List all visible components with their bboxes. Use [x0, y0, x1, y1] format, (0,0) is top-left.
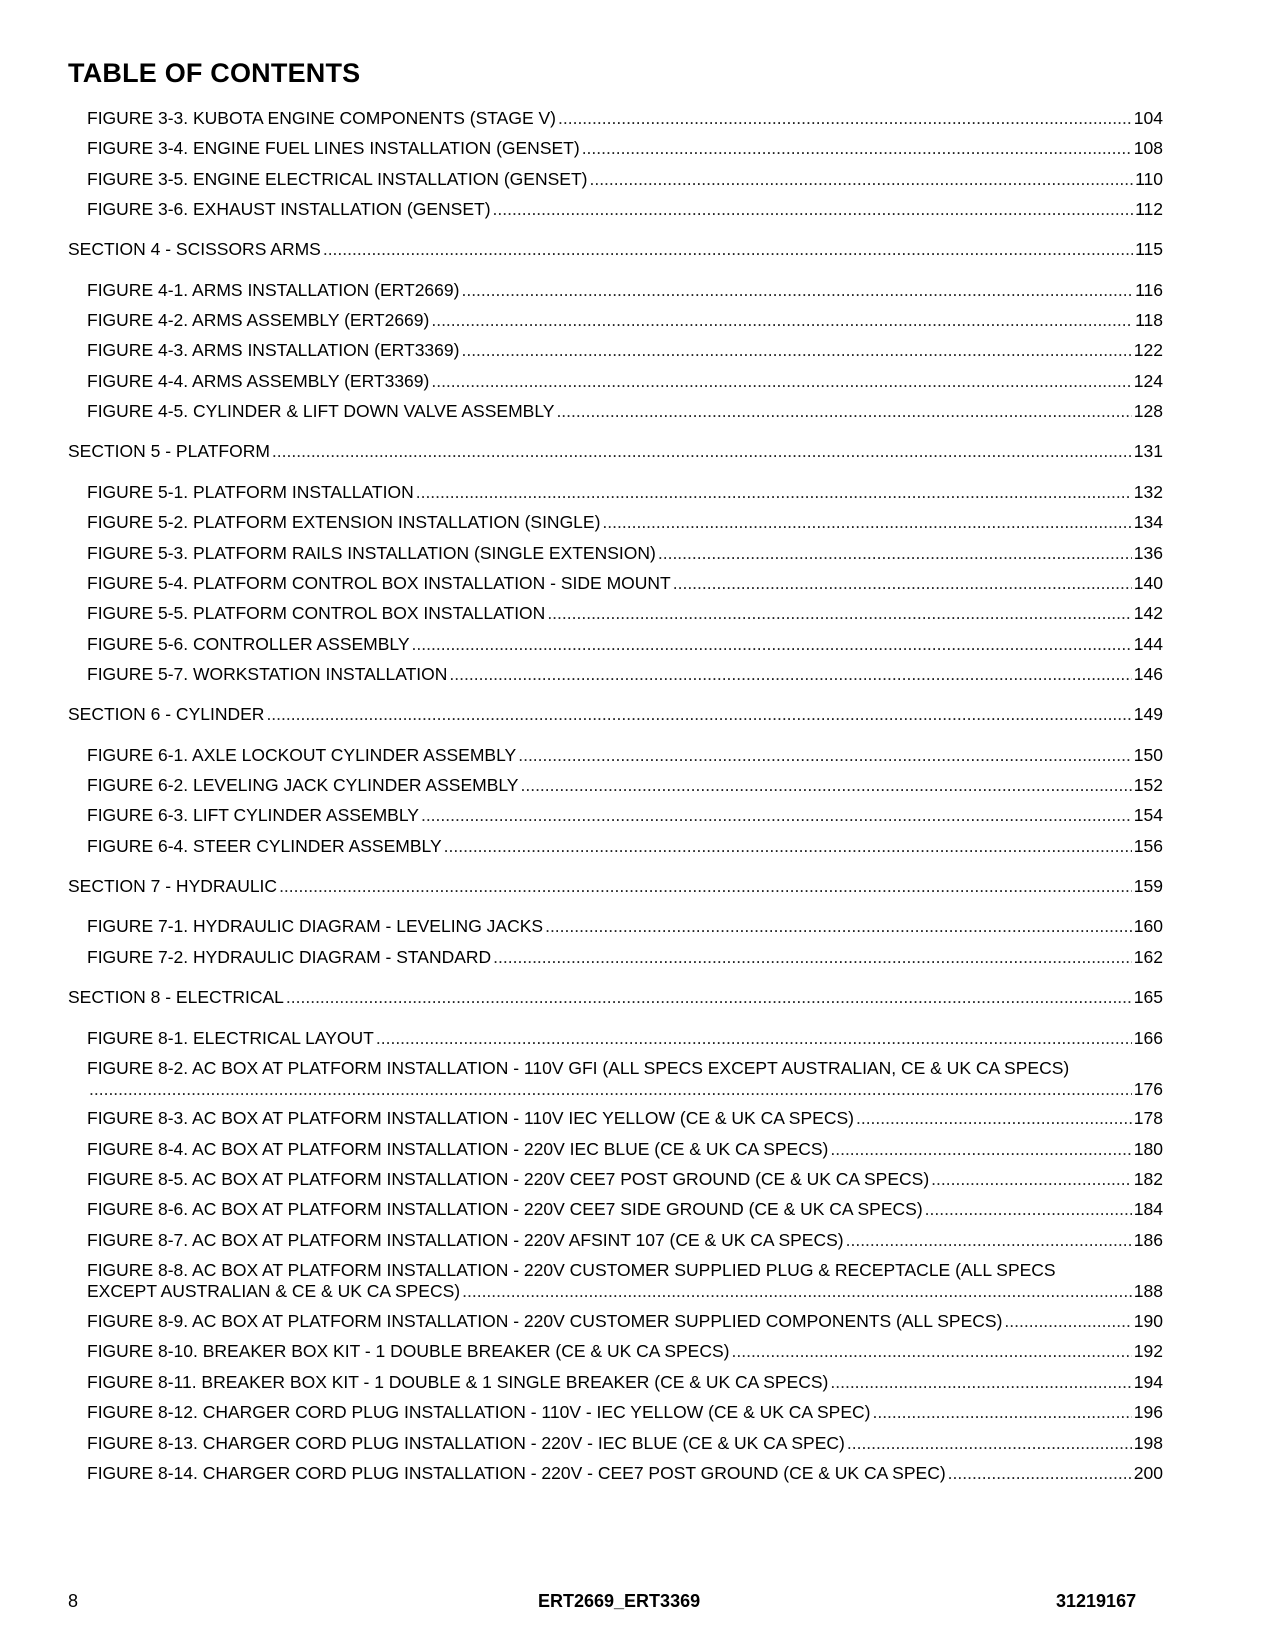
toc-entry-label: SECTION 7 - HYDRAULIC: [68, 876, 278, 896]
toc-entry-row: [87, 1169, 1163, 1190]
toc-entry-row: [87, 1311, 1163, 1332]
toc-figure-entry[interactable]: [87, 482, 1163, 503]
toc-section-entry[interactable]: [68, 441, 1163, 462]
toc-entry-page: 118: [1135, 310, 1163, 330]
dot-leader: [732, 1341, 1132, 1362]
toc-entry-label: FIGURE 4-2. ARMS ASSEMBLY (ERT2669): [87, 310, 430, 330]
dot-leader: [872, 1402, 1131, 1423]
toc-figure-entry[interactable]: [87, 512, 1163, 533]
toc-figure-entry[interactable]: [87, 805, 1163, 826]
toc-entry-label: SECTION 6 - CYLINDER: [68, 704, 265, 724]
toc-entry-page: 159: [1133, 876, 1163, 896]
dot-leader: [279, 876, 1132, 897]
toc-entry-row: [87, 199, 1163, 220]
toc-entry-label: FIGURE 4-4. ARMS ASSEMBLY (ERT3369): [87, 371, 430, 391]
dot-leader: [847, 1433, 1132, 1454]
toc-entry-page: 176: [1133, 1079, 1163, 1099]
toc-section-entry[interactable]: [68, 239, 1163, 260]
toc-entry-row: [68, 876, 1163, 897]
toc-entry-label: FIGURE 8-1. ELECTRICAL LAYOUT: [87, 1028, 374, 1048]
dot-leader: [461, 340, 1131, 361]
toc-entry-row: [87, 745, 1163, 766]
dot-leader: [547, 603, 1131, 624]
toc-entry-label-line1: FIGURE 8-2. AC BOX AT PLATFORM INSTALLATION - 110V GFI (ALL SPECS EXCEPT AUSTRALIAN, CE & UK CA SPECS): [87, 1058, 1070, 1078]
toc-entry-row: [87, 371, 1163, 392]
toc-figure-entry[interactable]: [87, 775, 1163, 796]
dot-leader: [602, 512, 1131, 533]
toc-entry-label: FIGURE 5-7. WORKSTATION INSTALLATION: [87, 664, 448, 684]
toc-entry-page: 128: [1133, 401, 1163, 421]
toc-entry-page: 180: [1133, 1139, 1163, 1159]
toc-entry-row: [68, 239, 1163, 260]
toc-figure-entry[interactable]: [87, 745, 1163, 766]
toc-entry-label: FIGURE 5-3. PLATFORM RAILS INSTALLATION (SINGLE EXTENSION): [87, 543, 656, 563]
toc-entry-page: 116: [1135, 280, 1163, 300]
toc-figure-entry[interactable]: [87, 169, 1163, 190]
dot-leader: [856, 1108, 1132, 1129]
toc-figure-entry[interactable]: [87, 1433, 1163, 1454]
toc-entry-label: FIGURE 8-7. AC BOX AT PLATFORM INSTALLATION - 220V AFSINT 107 (CE & UK CA SPECS): [87, 1230, 844, 1250]
toc-entry-page: 156: [1133, 836, 1163, 856]
dot-leader: [518, 745, 1132, 766]
toc-entry-label: FIGURE 6-2. LEVELING JACK CYLINDER ASSEMBLY: [87, 775, 519, 795]
toc-figure-entry[interactable]: [87, 603, 1163, 624]
dot-leader: [545, 916, 1132, 937]
toc-entry-row: [87, 603, 1163, 624]
toc-entry-row: [87, 512, 1163, 533]
dot-leader: [416, 482, 1132, 503]
toc-figure-entry[interactable]: [87, 138, 1163, 159]
toc-entry-label-line1: FIGURE 8-8. AC BOX AT PLATFORM INSTALLATION - 220V CUSTOMER SUPPLIED PLUG & RECEPTACLE (ALL SPECS: [87, 1260, 1056, 1280]
toc-entry-label: FIGURE 5-4. PLATFORM CONTROL BOX INSTALLATION - SIDE MOUNT: [87, 573, 671, 593]
dot-leader: [493, 947, 1132, 968]
toc-section-entry[interactable]: [68, 704, 1163, 725]
toc-entry-label: FIGURE 3-4. ENGINE FUEL LINES INSTALLATION (GENSET): [87, 138, 580, 158]
page-title: TABLE OF CONTENTS: [68, 58, 361, 88]
toc-entry-row: [87, 310, 1163, 331]
toc-entry-page: 134: [1133, 512, 1163, 532]
dot-leader: [673, 573, 1132, 594]
dot-leader: [846, 1230, 1132, 1251]
toc-figure-entry[interactable]: [87, 1463, 1163, 1484]
dot-leader: [830, 1139, 1131, 1160]
toc-entry-page: 186: [1133, 1230, 1163, 1250]
toc-entry-row: [87, 108, 1163, 129]
toc-entry-label: FIGURE 8-6. AC BOX AT PLATFORM INSTALLATION - 220V CEE7 SIDE GROUND (CE & UK CA SPECS): [87, 1199, 923, 1219]
toc-entry-label: FIGURE 3-3. KUBOTA ENGINE COMPONENTS (STAGE V): [87, 108, 556, 128]
dot-leader: [461, 280, 1133, 301]
footer-doc-number: 31219167: [1056, 1591, 1137, 1611]
toc-entry-page: 142: [1133, 603, 1163, 623]
toc-entry-page: 144: [1133, 634, 1163, 654]
toc-figure-entry[interactable]: [87, 573, 1163, 594]
toc-section-entry[interactable]: [68, 987, 1163, 1008]
toc-figure-entry[interactable]: [87, 1260, 1163, 1302]
toc-entry-label: FIGURE 8-14. CHARGER CORD PLUG INSTALLATION - 220V - CEE7 POST GROUND (CE & UK CA SPEC): [87, 1463, 946, 1483]
toc-entry-label: FIGURE 6-3. LIFT CYLINDER ASSEMBLY: [87, 805, 419, 825]
toc-entry-page: 178: [1133, 1108, 1163, 1128]
toc-entry-page: 149: [1133, 704, 1163, 724]
toc-entry-row: [87, 1463, 1163, 1484]
toc-figure-entry[interactable]: [87, 1341, 1163, 1362]
toc-figure-entry[interactable]: [87, 1230, 1163, 1251]
toc-entry-label: FIGURE 5-6. CONTROLLER ASSEMBLY: [87, 634, 410, 654]
toc-entry-page: 108: [1133, 138, 1163, 158]
toc-entry-page: 198: [1133, 1433, 1163, 1453]
dot-leader: [323, 239, 1133, 260]
toc-entry-row: [87, 1108, 1163, 1129]
footer-model: ERT2669_ERT3369: [538, 1591, 701, 1611]
toc-entry-page: 160: [1133, 916, 1163, 936]
toc-figure-entry[interactable]: [87, 1058, 1163, 1100]
toc-entry-label: FIGURE 4-1. ARMS INSTALLATION (ERT2669): [87, 280, 460, 300]
toc-entry-page: 166: [1133, 1028, 1163, 1048]
toc-entry-label: FIGURE 6-1. AXLE LOCKOUT CYLINDER ASSEMBLY: [87, 745, 517, 765]
toc-entry-label: FIGURE 3-6. EXHAUST INSTALLATION (GENSET): [87, 199, 491, 219]
dot-leader: [431, 371, 1131, 392]
toc-entry-label: FIGURE 8-4. AC BOX AT PLATFORM INSTALLATION - 220V IEC BLUE (CE & UK CA SPECS): [87, 1139, 829, 1159]
toc-entry-page: 124: [1133, 371, 1163, 391]
toc-figure-entry[interactable]: [87, 1169, 1163, 1190]
toc-entry-label: FIGURE 8-5. AC BOX AT PLATFORM INSTALLATION - 220V CEE7 POST GROUND (CE & UK CA SPECS): [87, 1169, 930, 1189]
toc-entry-label: FIGURE 7-2. HYDRAULIC DIAGRAM - STANDARD: [87, 947, 492, 967]
toc-entry-page: 184: [1133, 1199, 1163, 1219]
toc-entry-row: [87, 836, 1163, 857]
toc-figure-entry[interactable]: [87, 1108, 1163, 1129]
toc-entry-label: FIGURE 3-5. ENGINE ELECTRICAL INSTALLATION (GENSET): [87, 169, 588, 189]
toc-entry-page: 132: [1133, 482, 1163, 502]
dot-leader: [931, 1169, 1132, 1190]
dot-leader: [286, 987, 1132, 1008]
toc-entry-row: [87, 401, 1163, 422]
toc-entry-row: [87, 916, 1163, 937]
toc-entry-row: [87, 169, 1163, 190]
dot-leader: [589, 169, 1133, 190]
dot-leader: [444, 836, 1132, 857]
toc-entry-row: [87, 805, 1163, 826]
toc-entry-page: 110: [1135, 169, 1163, 189]
toc-figure-entry[interactable]: [87, 1372, 1163, 1393]
toc-entry-page: 140: [1133, 573, 1163, 593]
toc-figure-entry[interactable]: [87, 108, 1163, 129]
toc-figure-entry[interactable]: [87, 1139, 1163, 1160]
toc-entry-label: FIGURE 8-12. CHARGER CORD PLUG INSTALLATION - 110V - IEC YELLOW (CE & UK CA SPEC): [87, 1402, 871, 1422]
dot-leader: [462, 1281, 1132, 1302]
dot-leader: [582, 138, 1132, 159]
toc-entry-page: 150: [1133, 745, 1163, 765]
toc-entry-row: [87, 280, 1163, 301]
toc-figure-entry[interactable]: [87, 1311, 1163, 1332]
toc-entry-page: 196: [1133, 1402, 1163, 1422]
toc-entry-row: [87, 1372, 1163, 1393]
toc-entry-row: [87, 1230, 1163, 1251]
toc-entry-row: [87, 1028, 1163, 1049]
toc-figure-entry[interactable]: [87, 199, 1163, 220]
toc-entry-label: FIGURE 4-3. ARMS INSTALLATION (ERT3369): [87, 340, 460, 360]
toc-entry-label: FIGURE 5-2. PLATFORM EXTENSION INSTALLATION (SINGLE): [87, 512, 601, 532]
toc-figure-entry[interactable]: [87, 1402, 1163, 1423]
toc-entry-label: FIGURE 5-5. PLATFORM CONTROL BOX INSTALLATION: [87, 603, 546, 623]
toc-figure-entry[interactable]: [87, 947, 1163, 968]
toc-entry-page: 136: [1133, 543, 1163, 563]
footer-page-number: 8: [68, 1591, 79, 1611]
toc-entry-page: 182: [1133, 1169, 1163, 1189]
toc-entry-page: 162: [1133, 947, 1163, 967]
toc-figure-entry[interactable]: [87, 340, 1163, 361]
toc-entry-row: [87, 482, 1163, 503]
dot-leader: [266, 704, 1131, 725]
toc-entry-label: FIGURE 8-11. BREAKER BOX KIT - 1 DOUBLE & 1 SINGLE BREAKER (CE & UK CA SPECS): [87, 1372, 829, 1392]
dot-leader: [925, 1199, 1132, 1220]
toc-entry-page: 165: [1133, 987, 1163, 1007]
toc-entry-row: [87, 1079, 1163, 1100]
toc-entry-page: 112: [1135, 199, 1163, 219]
toc-entry-label: SECTION 4 - SCISSORS ARMS: [68, 239, 321, 259]
dot-leader: [89, 1079, 1132, 1100]
toc-figure-entry[interactable]: [87, 664, 1163, 685]
toc-entry-row: [87, 573, 1163, 594]
dot-leader: [948, 1463, 1132, 1484]
toc-entry-page: 194: [1133, 1372, 1163, 1392]
toc-figure-entry[interactable]: [87, 310, 1163, 331]
toc-entry-row: [87, 947, 1163, 968]
toc-entry-label: SECTION 5 - PLATFORM: [68, 441, 270, 461]
toc-entry-label: FIGURE 8-9. AC BOX AT PLATFORM INSTALLATION - 220V CUSTOMER SUPPLIED COMPONENTS (ALL SPECS): [87, 1311, 1003, 1331]
toc-figure-entry[interactable]: [87, 1028, 1163, 1049]
toc-entry-page: 188: [1133, 1281, 1163, 1301]
toc-entry-label: SECTION 8 - ELECTRICAL: [68, 987, 284, 1007]
toc-entry-label: FIGURE 8-13. CHARGER CORD PLUG INSTALLATION - 220V - IEC BLUE (CE & UK CA SPEC): [87, 1433, 845, 1453]
toc-entry-row: [87, 543, 1163, 564]
toc-section-entry[interactable]: [68, 876, 1163, 897]
toc-figure-entry[interactable]: [87, 1199, 1163, 1220]
toc-entry-page: 104: [1133, 108, 1163, 128]
toc-entry-page: 192: [1133, 1341, 1163, 1361]
toc-entry-row: [87, 340, 1163, 361]
toc-entry-row: [68, 987, 1163, 1008]
toc-figure-entry[interactable]: [87, 916, 1163, 937]
toc-figure-entry[interactable]: [87, 634, 1163, 655]
dot-leader: [493, 199, 1134, 220]
toc-entry-label: FIGURE 7-1. HYDRAULIC DIAGRAM - LEVELING JACKS: [87, 916, 544, 936]
toc-entry-label: FIGURE 8-10. BREAKER BOX KIT - 1 DOUBLE BREAKER (CE & UK CA SPECS): [87, 1341, 730, 1361]
dot-leader: [412, 634, 1132, 655]
dot-leader: [556, 401, 1131, 422]
dot-leader: [1004, 1311, 1131, 1332]
toc-entry-row: [68, 441, 1163, 462]
dot-leader: [658, 543, 1132, 564]
dot-leader: [830, 1372, 1131, 1393]
toc-entry-label: EXCEPT AUSTRALIAN & CE & UK CA SPECS): [87, 1281, 461, 1301]
toc-entry-row: [87, 138, 1163, 159]
dot-leader: [272, 441, 1132, 462]
toc-entry-row: [87, 1402, 1163, 1423]
toc-figure-entry[interactable]: [87, 280, 1163, 301]
toc-entry-page: 122: [1133, 340, 1163, 360]
toc-entry-page: 131: [1133, 441, 1163, 461]
toc-entry-row: [87, 1281, 1163, 1302]
toc-entry-row: [68, 704, 1163, 725]
toc-entry-row: [87, 664, 1163, 685]
toc-entry-row: [87, 1433, 1163, 1454]
toc-entry-page: 190: [1133, 1311, 1163, 1331]
toc-entry-row: [87, 1199, 1163, 1220]
dot-leader: [376, 1028, 1132, 1049]
toc-entry-row: [87, 1139, 1163, 1160]
toc-figure-entry[interactable]: [87, 543, 1163, 564]
toc-figure-entry[interactable]: [87, 401, 1163, 422]
dot-leader: [520, 775, 1131, 796]
dot-leader: [449, 664, 1131, 685]
toc-entry-label: FIGURE 5-1. PLATFORM INSTALLATION: [87, 482, 414, 502]
toc-entry-label: FIGURE 4-5. CYLINDER & LIFT DOWN VALVE ASSEMBLY: [87, 401, 555, 421]
toc-entry-row: [87, 634, 1163, 655]
toc-entry-row: [87, 1341, 1163, 1362]
toc-entry-page: 115: [1135, 239, 1163, 259]
toc-figure-entry[interactable]: [87, 836, 1163, 857]
dot-leader: [431, 310, 1133, 331]
toc-entry-page: 154: [1133, 805, 1163, 825]
dot-leader: [421, 805, 1132, 826]
toc-entry-row: [87, 775, 1163, 796]
toc-figure-entry[interactable]: [87, 371, 1163, 392]
toc-entry-label: FIGURE 8-3. AC BOX AT PLATFORM INSTALLATION - 110V IEC YELLOW (CE & UK CA SPECS): [87, 1108, 854, 1128]
toc-entry-page: 200: [1133, 1463, 1163, 1483]
toc-entry-page: 146: [1133, 664, 1163, 684]
dot-leader: [558, 108, 1132, 129]
toc-entry-label: FIGURE 6-4. STEER CYLINDER ASSEMBLY: [87, 836, 442, 856]
toc-entry-page: 152: [1133, 775, 1163, 795]
